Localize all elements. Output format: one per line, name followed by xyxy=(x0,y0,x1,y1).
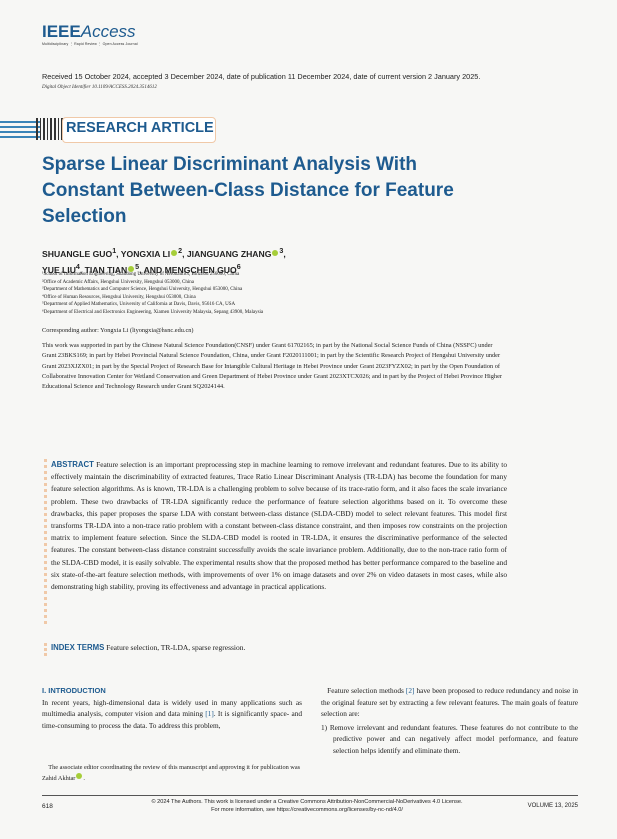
affiliation: ⁵Department of Applied Mathematics, University of California at Davis, Davis, 95616 CA, USA xyxy=(42,302,236,308)
index-terms-heading: INDEX TERMS xyxy=(51,643,105,652)
logo-brand: IEEE xyxy=(42,22,81,41)
journal-logo xyxy=(42,22,136,42)
banner-decor-line xyxy=(0,126,40,128)
funding-statement: This work was supported in part by the Chinese Natural Science Foundation(CNSF) under Grant 61702165; in part by the National Social Science Funds of China (NSSFC) under Grant 23BKS169; in part by Hebei Provincial Natural Science Foundation, China, under Grant F2020111001; in part by the Scientific Research Project of Hengshui University under Grant 2023XJZX01; in part by the Special Project of Research Base for Intangible Cultural Heritage in Hebei Province under Grant 2023FYZX02; in part by the Open Foundation of Collaborative Innovation Center for Wetland Conservation and Green Department of Hebei Province under Grant 2023XTCX026; and in part by the Project of Hebei Province Higher Educational Science and Technology Research under Grant SQ2024144. xyxy=(42,342,502,391)
abstract-heading: ABSTRACT xyxy=(51,460,94,469)
license-link[interactable]: For more information, see https://creativecommons.org/licenses/by-nc-nd/4.0/ xyxy=(211,807,403,813)
logo-tagline: Multidisciplinary ⋮ Rapid Review ⋮ Open Access Journal xyxy=(42,42,138,46)
affiliation: ²Office of Academic Affairs, Hengshui University, Hengshui 053000, China xyxy=(42,279,194,285)
author-list: SHUANGLE GUO$^1$, YONGXIA LI $^2$, JIANGUANG ZHANG $^3$, YUE LIU$^4$, TIAN TIAN $^5$, AND MENGCHEN GUO$^6$ xyxy=(42,247,286,275)
affiliation: ³Department of Mathematics and Computer Science, Hengshui University, Hengshui 053000, China xyxy=(42,287,243,293)
volume-label: VOLUME 13, 2025 xyxy=(527,803,578,809)
page-number: 618 xyxy=(42,803,53,810)
abstract xyxy=(51,459,507,593)
affiliations xyxy=(42,271,263,317)
index-terms xyxy=(51,643,245,652)
editor-footnote: The associate editor coordinating the review of this manuscript and approving it for publication was Zahid Akhtar . xyxy=(42,764,301,783)
right-column xyxy=(321,685,578,757)
affiliation: ¹School of Information Engineering, Shandong University of Aeronautics, Binzhou 256600, China xyxy=(42,272,240,277)
doi: Digital Object Identifier 10.1109/ACCESS.2024.3514612 xyxy=(42,85,157,90)
logo-journal-name: Access xyxy=(80,22,136,41)
abstract-text: Feature selection is an important preprocessing step in machine learning to remove irrelevant and redundant features. Due to its ability to effectively maintain the discriminability of extracted features, Trace Ratio Linear Discriminant Analysis (TR-LDA) has become the foundation for many feature selection algorithms. As is known, TR-LDA is a challenging problem to solve because of its trace-ratio form, and it also faces the scale invariance problem. These two drawbacks of TR-LDA significantly reduce the performance of feature selection algorithms based on it. To overcome these drawbacks, this paper proposes the sparse LDA with constant between-class distance (SLDA-CBD) model to select relevant features. This model first transforms TR-LDA into a non-trace ratio problem with a constant between-class distance constraint, and then imposes row constraints on the projection matrix to implement feature selection. Since the SLDA-CBD model is rooted in TR-LDA, it ensures the discriminative performance of the selected features. The constant between-class distance constraint successfully avoids the scale invariance problem. Additionally, due to the non-trace ratio form of the SLDA-CBD model, it is easily solvable. The experimental results show that the proposed method has better performance compared to the baseline and six state-of-the-art feature selection methods, with improvements of over 1% on image datasets and over 2% on video datasets in most cases, while also demonstrating high stability, proving its effectiveness and advantage in practical applications. xyxy=(51,460,507,592)
goal-list-item: 1) Remove irrelevant and redundant features. These features do not contribute to the predictive power and can negatively affect model performance, and feature selection helps identify and eliminate them. xyxy=(321,722,578,755)
orcid-icon[interactable] xyxy=(272,250,278,256)
banner-decor-line xyxy=(0,121,40,123)
abstract-rule xyxy=(44,459,50,624)
citation-link[interactable]: [2] xyxy=(405,686,415,695)
affiliation: ⁴Office of Human Resources, Hengshui University, Hengshui 053000, China xyxy=(42,294,196,300)
paper-title: Sparse Linear Discriminant Analysis With Constant Between-Class Distance for Feature Selection xyxy=(42,154,454,227)
orcid-icon[interactable] xyxy=(76,773,82,779)
corresponding-author: Corresponding author: Yongxia Li (liyongxia@hsnc.edu.cn) xyxy=(42,327,194,334)
article-type-label: RESEARCH ARTICLE xyxy=(66,120,214,136)
index-terms-rule xyxy=(44,643,50,656)
index-terms-text: Feature selection, TR-LDA, sparse regression. xyxy=(106,643,246,652)
license-notice: © 2024 The Authors. This work is licensed under a Creative Commons Attribution-NonCommercial-NoDerivatives 4.0 License. For more information, see https://creativecommons.org/licenses/by-nc-nd/4.0/ xyxy=(122,798,492,814)
citation-link[interactable]: [1] xyxy=(205,709,214,719)
affiliation: ⁶Department of Electrical and Electronics Engineering, Xiamen University Malaysia, Sepang 43900, Malaysia xyxy=(42,309,264,315)
left-column xyxy=(42,685,302,731)
banner-decor-line xyxy=(0,136,40,138)
footer-rule xyxy=(42,795,578,796)
intro-paragraph-continued: Feature selection methods [2] have been proposed to reduce redundancy and noise in the original feature set by extracting a few relevant features. The main goals of feature selection are: xyxy=(321,686,578,719)
intro-paragraph: In recent years, high-dimensional data is widely used in many applications such as multimedia analysis, computer vision and data mining [1]. It is significantly space- and time-consuming to process the data. To address this problem, xyxy=(42,697,302,730)
orcid-icon[interactable] xyxy=(171,250,177,256)
publication-dates: Received 15 October 2024, accepted 3 December 2024, date of publication 11 December 2024, date of current version 2 January 2025. xyxy=(42,72,481,81)
banner-decor-line xyxy=(0,131,40,133)
section-heading: I. INTRODUCTION xyxy=(42,686,106,695)
